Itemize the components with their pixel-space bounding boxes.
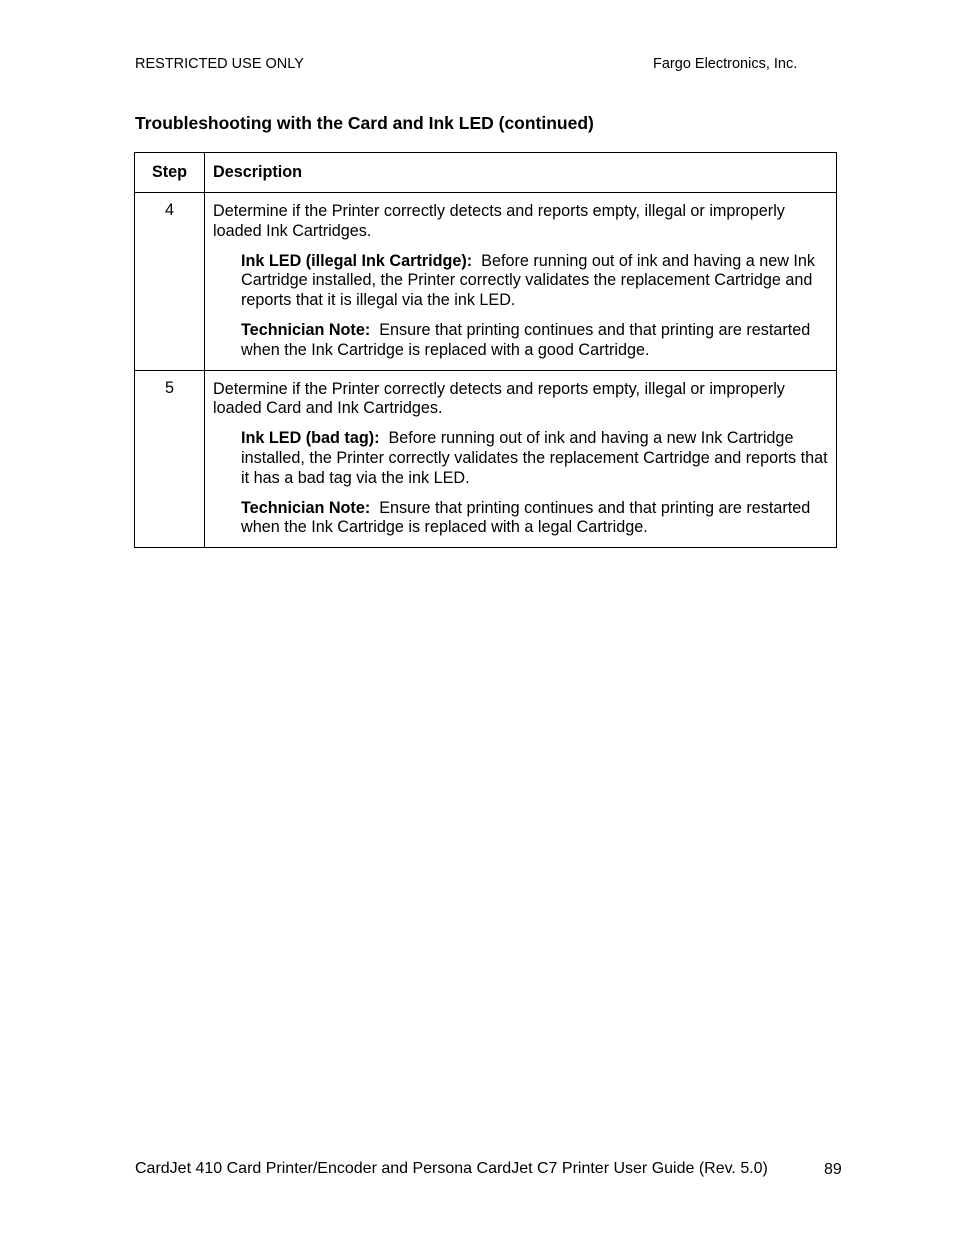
step-note [241,429,828,488]
step-description [205,370,837,548]
section-title: Troubleshooting with the Card and Ink LED (continued) [135,113,594,133]
note-label: Technician Note: [241,320,371,339]
note-text: Ensure that printing continues and that printing are restarted when the Ink Cartridge is replaced with a good Cartridge. [241,320,811,359]
step-note [241,321,828,361]
step-intro: Determine if the Printer correctly detects and reports empty, illegal or improperly loaded Ink Cartridges. [213,202,785,240]
note-text: Before running out of ink and having a new Ink Cartridge installed, the Printer correctly validates the replacement Cartridge and reports that it has a bad tag via the ink LED. [241,429,828,487]
step-description [205,193,837,371]
note-text: Before running out of ink and having a new Ink Cartridge installed, the Printer correctly validates the replacement Cartridge and reports that it is illegal via the ink LED. [241,251,816,310]
step-number: 4 [135,193,205,371]
step-intro: Determine if the Printer correctly detects and reports empty, illegal or improperly loaded Card and Ink Cartridges. [213,379,785,418]
troubleshooting-table [134,152,837,548]
header-company-name: Fargo Electronics, Inc. [653,56,798,72]
step-note [241,499,828,539]
column-header-description: Description [205,153,837,193]
note-label: Technician Note: [241,498,371,517]
table-row [135,370,837,548]
step-number: 5 [135,370,205,548]
table-header-row [135,153,837,193]
column-header-step: Step [135,153,205,193]
footer-document-title: CardJet 410 Card Printer/Encoder and Persona CardJet C7 Printer User Guide (Rev. 5.0) [135,1160,768,1177]
header-restricted-notice: RESTRICTED USE ONLY [135,56,304,72]
note-text: Ensure that printing continues and that printing are restarted when the Ink Cartridge is replaced with a legal Cartridge. [241,498,811,537]
table-row [135,193,837,371]
step-note [241,252,828,311]
note-label: Ink LED (illegal Ink Cartridge): [241,251,473,270]
note-label: Ink LED (bad tag): [241,429,380,448]
footer-page-number: 89 [824,1161,842,1178]
